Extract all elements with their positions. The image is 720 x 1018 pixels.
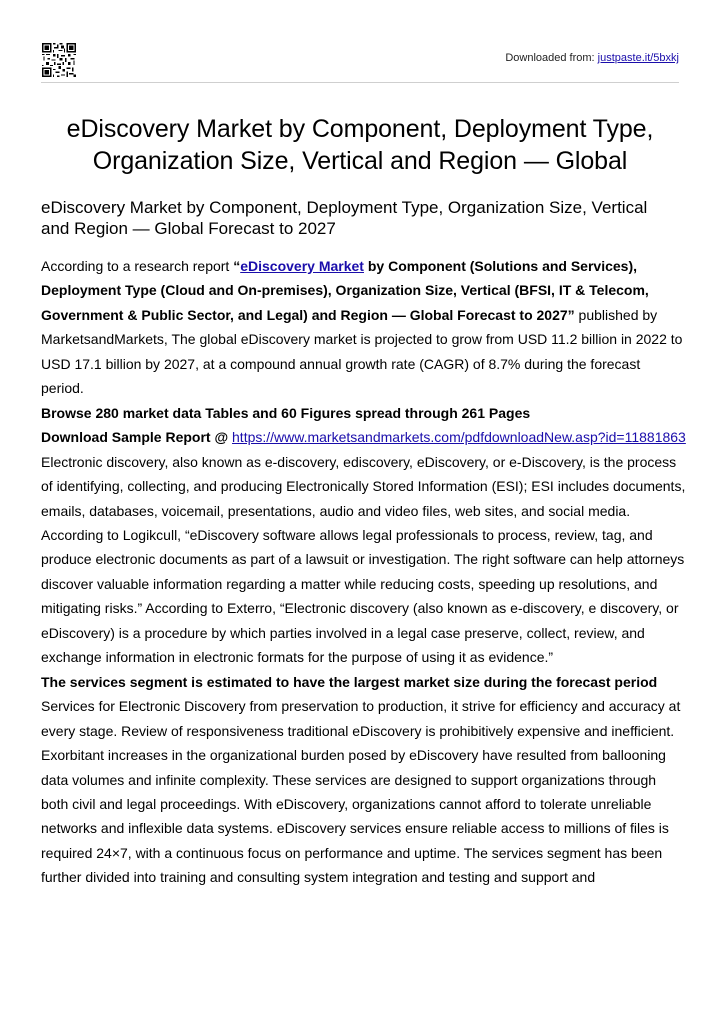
electronic-discovery-paragraph: Electronic discovery, also known as e-discovery, ediscovery, eDiscovery, or e-Discovery, is the process of identifying, collecting, and producing Electronically Stored Information (ESI); ESI includes documents, emails, databases, voicemail, presentations, audio and video files, web sites, and social media. According to Logikcull, “eDiscovery software allows legal professionals to process, review, tag, and produce electronic documents as part of a lawsuit or investigation. The right software can help attorneys discover valuable information regarding a matter while reducing costs, speeding up resolutions, and mitigating risks.” According to Exterro, “Electronic discovery (also known as e-discovery, e discovery, or eDiscovery) is a procedure by which parties involved in a legal case preserve, collect, review, and exchange information in electronic formats for the purpose of using it as evidence.” (41, 453, 686, 666)
page-title: eDiscovery Market by Component, Deployment Type, Organization Size, Vertical and Region — Global (66, 115, 654, 175)
download-line (41, 425, 686, 449)
download-label: Download Sample Report @ (41, 429, 233, 446)
qr-code-icon (42, 43, 76, 77)
browse-line: Browse 280 market data Tables and 60 Figures spread through 261 Pages (41, 404, 531, 421)
downloaded-from-label: Downloaded from: (505, 52, 598, 64)
intro-quote-open: “ (233, 258, 241, 274)
intro-prefix: According to a research report (41, 258, 234, 274)
intro-rest: published by MarketsandMarkets, The global eDiscovery market is projected to grow from USD 11.2 billion in 2022 to USD 17.1 billion by 2027, at a compound annual growth rate (CAGR) of 8.7% during the forecast period. (41, 306, 683, 397)
report-title-bold: by Component (Solutions and Services), Deployment Type (Cloud and On-premises), Organization Size, Vertical (BFSI, IT & Telecom, Government & Public Sector, and Legal) and Region — Global Forecast to 2027” (41, 258, 649, 323)
services-heading: The services segment is estimated to have the largest market size during the forecast period (41, 673, 658, 690)
header-divider (41, 82, 679, 83)
source-link[interactable]: justpaste.it/5bxkj (597, 52, 679, 64)
services-paragraph: Services for Electronic Discovery from preservation to production, it strive for efficiency and accuracy at every stage. Review of responsiveness traditional eDiscovery is prohibitively expensive and inefficient. Exorbitant increases in the organizational burden posed by eDiscovery have resulted from ballooning data volumes and infinite complexity. These services are designed to support organizations through both civil and legal proceedings. With eDiscovery, organizations cannot afford to tolerate unreliable networks and inflexible data systems. eDiscovery services ensure reliable access to millions of files is required 24×7, with a continuous focus on performance and uptime. The services segment has been further divided into training and consulting system integration and testing and support and (41, 698, 681, 886)
page-subtitle: eDiscovery Market by Component, Deployment Type, Organization Size, Vertical and Region — Global Forecast to 2027 (41, 198, 648, 238)
intro-paragraph (41, 254, 686, 401)
download-sample-link[interactable]: https://www.marketsandmarkets.com/pdfdownloadNew.asp?id=11881863 (232, 429, 686, 446)
download-source (505, 52, 679, 64)
article-body (41, 254, 686, 890)
report-link[interactable]: eDiscovery Market (240, 258, 364, 274)
